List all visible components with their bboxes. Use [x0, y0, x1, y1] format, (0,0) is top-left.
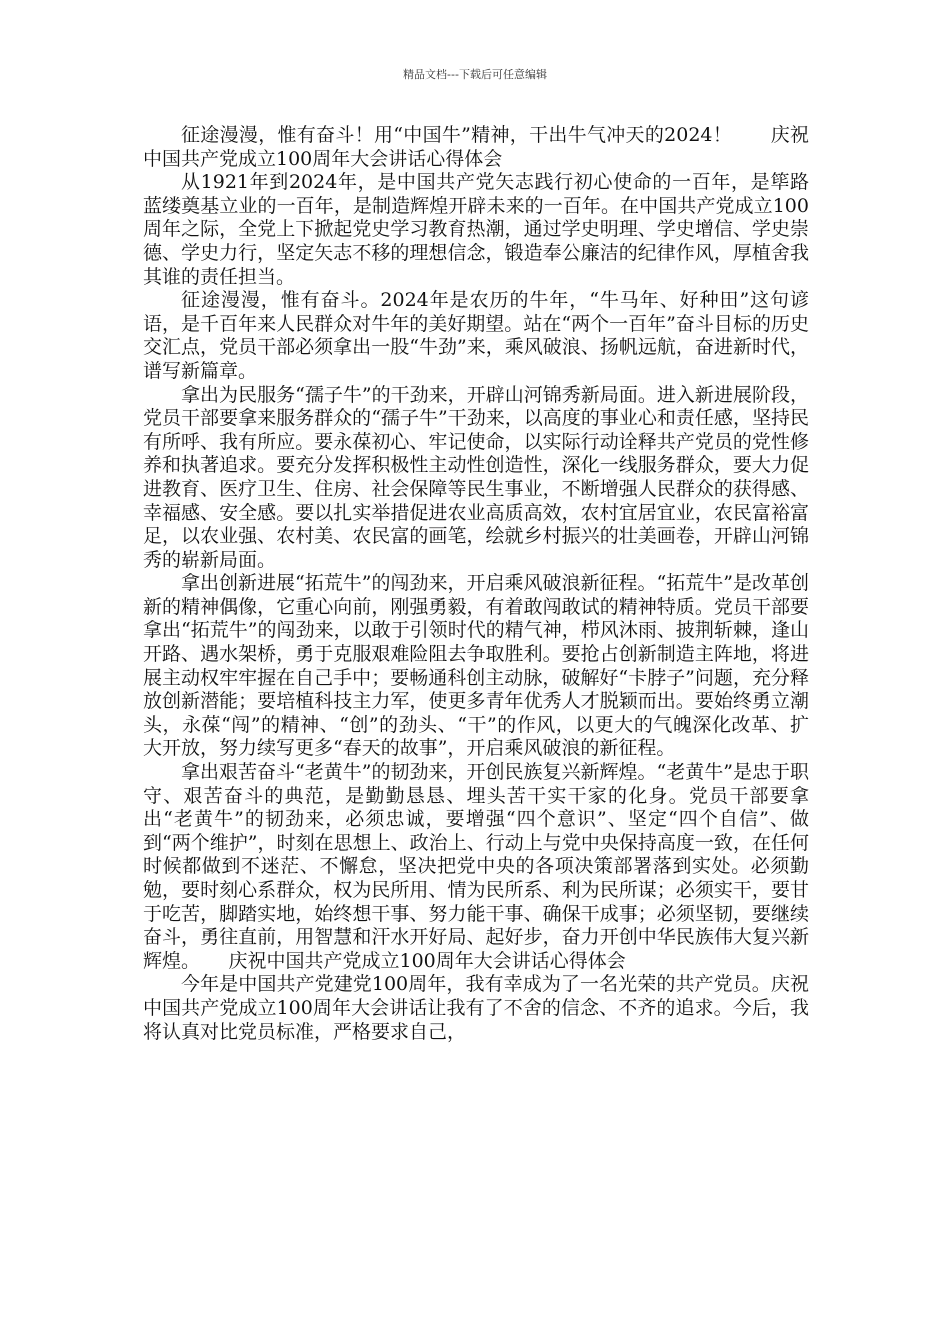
page-header: 精品文档---下载后可任意编辑: [403, 68, 547, 81]
paragraph: 从1921年到2024年，是中国共产党矢志践行初心使命的一百年，是筚路蓝缕奠基立业的一百年，是制造辉煌开辟未来的一百年。在中国共产党成立100周年之际，全党上下掀起党史学习教育热潮，通过学史明理、学史增信、学史崇德、学史力行，坚定矢志不移的理想信念，锻造奉公廉洁的纪律作风，厚植舍我其谁的责任担当。: [143, 171, 809, 288]
paragraph: 拿出为民服务“孺子牛”的干劲来，开辟山河锦秀新局面。进入新进展阶段，党员干部要拿来服务群众的“孺子牛”干劲来，以高度的事业心和责任感，坚持民有所呼、我有所应。要永葆初心、牢记使命，以实际行动诠释共产党员的党性修养和执著追求。要充分发挥积极性主动性创造性，深化一线服务群众，要大力促进教育、医疗卫生、住房、社会保障等民生事业，不断增强人民群众的获得感、幸福感、安全感。要以扎实举措促进农业高质高效，农村宜居宜业，农民富裕富足，以农业强、农村美、农民富的画笔，绘就乡村振兴的壮美画卷，开辟山河锦秀的崭新局面。: [143, 383, 809, 571]
paragraph: 今年是中国共产党建党100周年，我有幸成为了一名光荣的共产党员。庆祝中国共产党成立100周年大会讲话让我有了不舍的信念、不齐的追求。今后，我将认真对比党员标准，严格要求自己，: [143, 973, 809, 1043]
paragraph: 拿出艰苦奋斗“老黄牛”的韧劲来，开创民族复兴新辉煌。“老黄牛”是忠于职守、艰苦奋斗的典范，是勤勤恳恳、埋头苦干实干家的化身。党员干部要拿出“老黄牛”的韧劲来，必须忠诚，要增强“四个意识”、坚定“四个自信”、做到“两个维护”，时刻在思想上、政治上、行动上与党中央保持高度一致，在任何时候都做到不迷茫、不懈怠，坚决把党中央的各项决策部署落到实处。必须勤勉，要时刻心系群众，权为民所用、情为民所系、利为民所谋；必须实干，要甘于吃苦，脚踏实地，始终想干事、努力能干事、确保干成事；必须坚韧，要继续奋斗，勇往直前，用智慧和汗水开好局、起好步，奋力开创中华民族伟大复兴新辉煌。 庆祝中国共产党成立100周年大会讲话心得体会: [143, 761, 809, 972]
document-body: [143, 124, 809, 1044]
paragraph-title: 征途漫漫，惟有奋斗！用“中国牛”精神，干出牛气冲天的2024！ 庆祝中国共产党成立100周年大会讲话心得体会: [143, 124, 809, 170]
paragraph: 拿出创新进展“拓荒牛”的闯劲来，开启乘风破浪新征程。“拓荒牛”是改革创新的精神偶像，它重心向前，刚强勇毅，有着敢闯敢试的精神特质。党员干部要拿出“拓荒牛”的闯劲来，以敢于引领时代的精气神，栉风沐雨、披荆斩棘，逢山开路、遇水架桥，勇于克服艰难险阻去争取胜利。要抢占创新制造主阵地，将进展主动权牢牢握在自己手中；要畅通科创主动脉，破解好“卡脖子”问题，充分释放创新潜能；要培植科技主力军，使更多青年优秀人才脱颖而出。要始终勇立潮头，永葆“闯”的精神、“创”的劲头、“干”的作风，以更大的气魄深化改革、扩大开放，努力续写更多“春天的故事”，开启乘风破浪的新征程。: [143, 572, 809, 760]
paragraph: 征途漫漫，惟有奋斗。2024年是农历的牛年，“牛马年、好种田”这句谚语，是千百年来人民群众对牛年的美好期望。站在“两个一百年”奋斗目标的历史交汇点，党员干部必须拿出一股“牛劲”来，乘风破浪、扬帆远航，奋进新时代，谱写新篇章。: [143, 289, 809, 382]
